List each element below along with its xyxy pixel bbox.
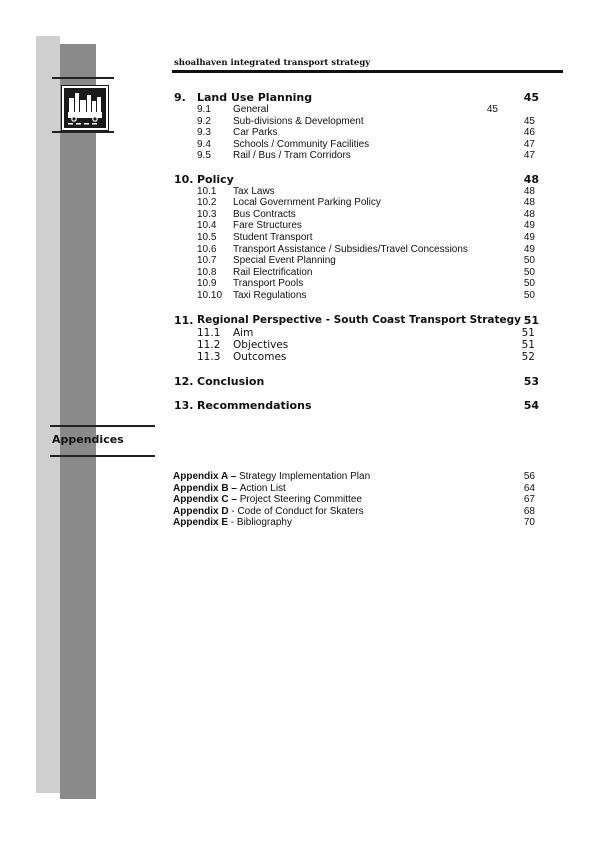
appendix-page: 56: [523, 471, 535, 482]
appendix-separator: -: [228, 506, 238, 517]
appendix-page: 70: [523, 517, 535, 528]
subsection-title: General: [233, 104, 269, 115]
subsection-number: 10.10: [197, 290, 223, 301]
appendices-top-rule: [50, 425, 155, 427]
subsection-page: 50: [523, 290, 535, 301]
section-title: Conclusion: [197, 375, 265, 388]
margin-bar-light: [36, 36, 60, 793]
subsection-page: 46: [523, 127, 535, 138]
subsection-page: 50: [523, 278, 535, 289]
subsection-number: 10.1: [197, 186, 217, 197]
appendix-page: 67: [523, 494, 535, 505]
logo-top-rule: [52, 77, 114, 79]
section-page: 48: [523, 173, 539, 186]
appendix-separator: –: [228, 494, 240, 505]
appendix-label: Appendix D: [173, 506, 229, 517]
subsection-number: 10.2: [197, 197, 217, 208]
appendix-page: 68: [523, 506, 535, 517]
subsection-page: 51: [521, 327, 535, 339]
appendix-separator: –: [227, 471, 239, 482]
subsection-number: 10.4: [197, 220, 217, 231]
section-page: 53: [523, 375, 539, 388]
appendix-item: [173, 494, 362, 505]
subsection-page: 47: [523, 139, 535, 150]
appendix-label: Appendix C: [173, 494, 229, 505]
appendices-heading: Appendices: [52, 433, 124, 446]
appendix-page: 64: [523, 483, 535, 494]
subsection-page: 48: [523, 186, 535, 197]
subsection-title: Fare Structures: [233, 220, 302, 231]
subsection-number: 10.8: [197, 267, 217, 278]
subsection-number: 11.2: [197, 339, 221, 351]
subsection-page: 52: [521, 351, 535, 363]
subsection-title: Tax Laws: [233, 186, 275, 197]
subsection-number: 10.9: [197, 278, 217, 289]
appendix-separator: -: [228, 517, 237, 528]
appendix-item: [173, 506, 364, 517]
section-number: 13.: [174, 399, 194, 412]
subsection-page: 45: [486, 104, 498, 115]
appendix-title: Bibliography: [236, 517, 292, 528]
subsection-page: 48: [523, 209, 535, 220]
appendix-label: Appendix B: [173, 483, 229, 494]
subsection-number: 9.2: [197, 116, 211, 127]
section-title: Recommendations: [197, 399, 312, 412]
subsection-number: 9.5: [197, 150, 211, 161]
subsection-number: 10.6: [197, 244, 217, 255]
subsection-title: Outcomes: [233, 351, 287, 363]
appendix-title: Strategy Implementation Plan: [238, 471, 371, 482]
running-header: shoalhaven integrated transport strategy: [174, 58, 371, 68]
header-rule: [172, 70, 563, 73]
subsection-title: Student Transport: [233, 232, 313, 243]
appendix-item: [173, 471, 370, 482]
subsection-page: 49: [523, 220, 535, 231]
subsection-page: 50: [523, 267, 535, 278]
subsection-title: Transport Assistance / Subsidies/Travel Concessions: [233, 244, 468, 255]
subsection-title: Rail Electrification: [233, 267, 313, 278]
subsection-number: 9.1: [197, 104, 211, 115]
subsection-number: 9.4: [197, 139, 211, 150]
subsection-number: 9.3: [197, 127, 211, 138]
appendix-label: Appendix A: [173, 471, 228, 482]
subsection-title: Schools / Community Facilities: [233, 139, 370, 150]
section-title: Land Use Planning: [197, 91, 313, 104]
subsection-title: Taxi Regulations: [233, 290, 307, 301]
logo-bottom-rule: [52, 131, 114, 133]
subsection-page: 51: [521, 339, 535, 351]
subsection-title: Rail / Bus / Tram Corridors: [233, 150, 351, 161]
appendix-separator: –: [228, 483, 240, 494]
subsection-number: 10.3: [197, 209, 217, 220]
subsection-title: Local Government Parking Policy: [233, 197, 381, 208]
subsection-title: Car Parks: [233, 127, 278, 138]
section-page: 45: [523, 91, 539, 104]
subsection-number: 11.3: [197, 351, 221, 363]
subsection-page: 50: [523, 255, 535, 266]
subsection-page: 45: [523, 116, 535, 127]
subsection-title: Transport Pools: [233, 278, 304, 289]
section-number: 9.: [174, 91, 186, 104]
appendices-bottom-rule: [50, 455, 155, 457]
section-title: Regional Perspective - South Coast Transport Strategy: [197, 314, 521, 326]
city-transport-logo-icon: [62, 86, 108, 130]
appendix-label: Appendix E: [173, 517, 229, 528]
appendix-item: [173, 517, 292, 528]
appendix-title: Code of Conduct for Skaters: [237, 506, 364, 517]
subsection-page: 49: [523, 232, 535, 243]
section-number: 11.: [174, 314, 194, 327]
subsection-title: Sub-divisions & Development: [233, 116, 364, 127]
section-number: 10.: [174, 173, 194, 186]
subsection-title: Objectives: [233, 339, 289, 351]
appendix-item: [173, 483, 286, 494]
subsection-number: 11.1: [197, 327, 221, 339]
appendix-title: Action List: [239, 483, 286, 494]
subsection-page: 49: [523, 244, 535, 255]
section-title: Policy: [197, 173, 234, 186]
section-number: 12.: [174, 375, 194, 388]
appendix-title: Project Steering Committee: [239, 494, 362, 505]
subsection-title: Aim: [233, 327, 254, 339]
subsection-page: 47: [523, 150, 535, 161]
subsection-number: 10.5: [197, 232, 217, 243]
subsection-page: 48: [523, 197, 535, 208]
section-page: 51: [523, 314, 539, 327]
subsection-title: Special Event Planning: [233, 255, 336, 266]
section-page: 54: [523, 399, 539, 412]
subsection-title: Bus Contracts: [233, 209, 296, 220]
subsection-number: 10.7: [197, 255, 217, 266]
margin-bar-dark: [60, 44, 96, 799]
